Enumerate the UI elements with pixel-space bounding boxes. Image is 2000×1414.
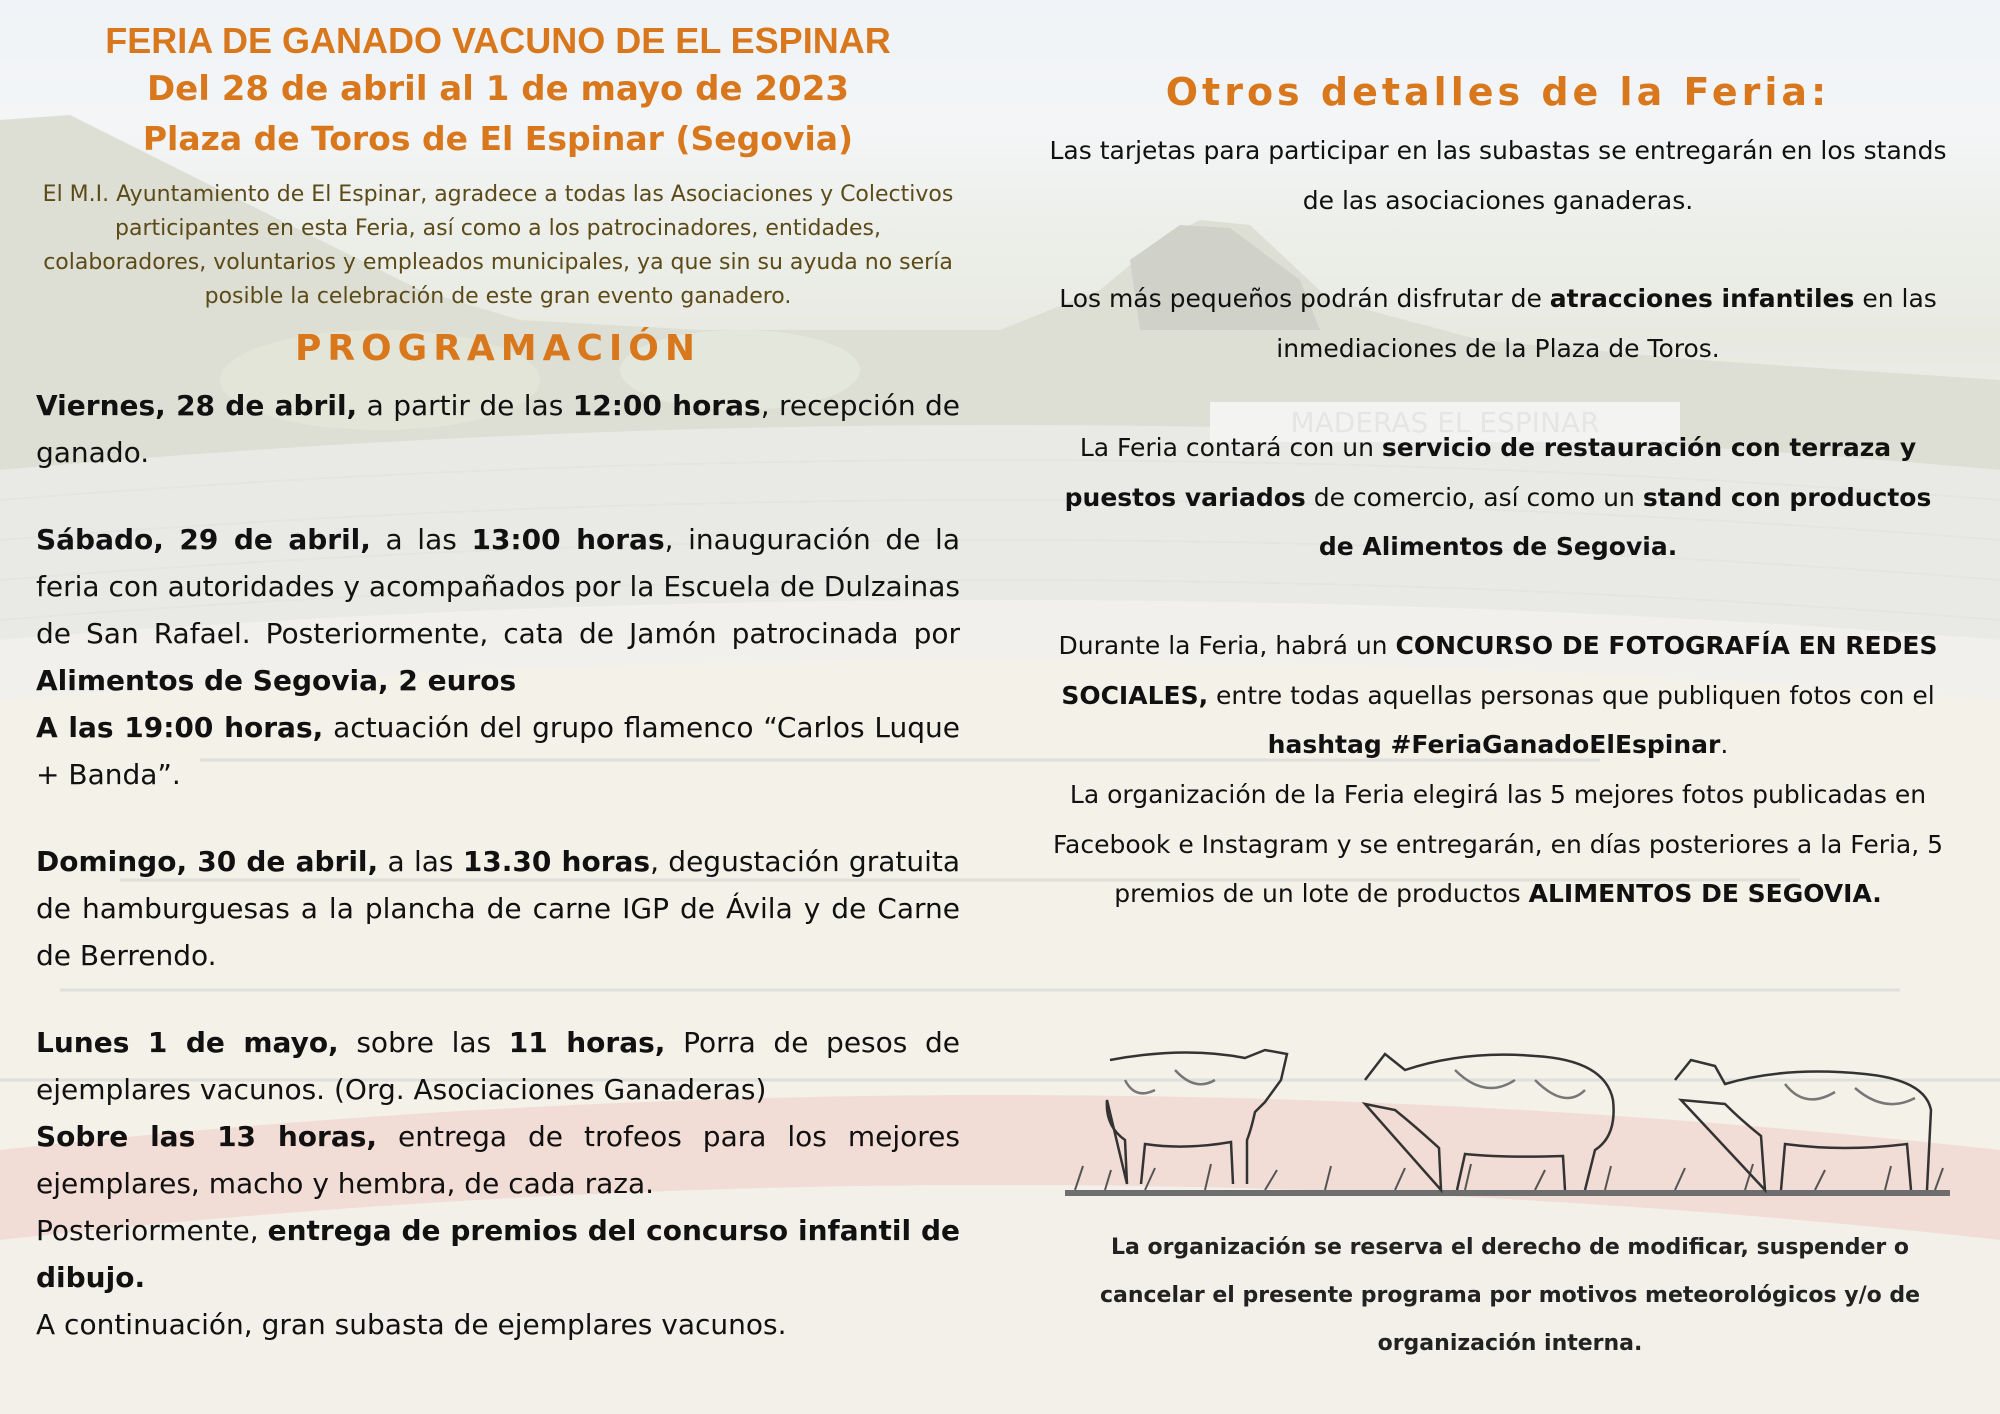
program-sunday bbox=[36, 838, 960, 979]
saturday-time-2: A las 19:00 horas, bbox=[36, 711, 324, 744]
left-column bbox=[36, 18, 960, 1348]
saturday-sponsor: Alimentos de Segovia, 2 euros bbox=[36, 664, 517, 697]
sunday-time: 13.30 horas bbox=[462, 845, 651, 878]
monday-time: 11 horas, bbox=[508, 1026, 666, 1059]
otros-title: Otros detalles de la Feria: bbox=[1165, 70, 1831, 114]
cow-illustration-2 bbox=[1365, 1054, 1614, 1190]
event-title: FERIA DE GANADO VACUNO DE EL ESPINAR bbox=[105, 20, 891, 61]
program-monday bbox=[36, 1019, 960, 1113]
monday-prize: entrega de premios del concurso infantil de dibujo. bbox=[36, 1214, 960, 1294]
restaurant-service: servicio de restauración con terraza y puestos variados bbox=[1064, 432, 1917, 512]
monday-text-1: sobre las bbox=[338, 1026, 509, 1059]
sunday-text-1: a las bbox=[378, 845, 463, 878]
prizes-text: La organización de la Feria elegirá las 5 mejores fotos publicadas en Facebook e Instagram y se entregarán, en días posteriores a la Feria, 5 premios de un lote de productos bbox=[1052, 780, 1944, 909]
prizes-brand: ALIMENTOS DE SEGOVIA. bbox=[1528, 879, 1882, 909]
restaurant-text-2: de comercio, así como un bbox=[1305, 482, 1643, 512]
kids-text-1: Los más pequeños podrán disfrutar de bbox=[1059, 284, 1550, 314]
event-dates: Del 28 de abril al 1 de mayo de 2023 bbox=[146, 69, 850, 109]
thanks-paragraph: El M.I. Ayuntamiento de El Espinar, agradece a todas las Asociaciones y Colectivos participantes en esta Feria, así como a los patrocinadores, entidades, colaboradores, voluntarios y empleados municipales, ya que sin su ayuda no sería posible la celebración de este gran evento ganadero. bbox=[42, 182, 954, 309]
friday-text-2: , recepción de ganado. bbox=[36, 389, 961, 469]
monday-text-3: entrega de trofeos para los mejores ejemplares, macho y hembra, de cada raza. bbox=[36, 1120, 960, 1200]
sunday-day: Domingo, 30 de abril, bbox=[36, 845, 379, 878]
contest-text-1: Durante la Feria, habrá un bbox=[1058, 630, 1396, 660]
monday-text-5: A continuación, gran subasta de ejemplares vacunos. bbox=[36, 1308, 787, 1341]
program-list bbox=[36, 382, 960, 1348]
sunday-text-2: , degustación gratuita de hamburguesas a la plancha de carne IGP de Ávila y de Carne de Berrendo. bbox=[36, 845, 961, 972]
program-monday-trophies bbox=[36, 1113, 960, 1207]
contest-name: CONCURSO DE FOTOGRAFÍA EN REDES SOCIALES, bbox=[1061, 630, 1938, 710]
right-column bbox=[1048, 64, 1948, 919]
cows-illustration bbox=[1065, 1040, 1950, 1200]
contest-hashtag: hashtag #FeriaGanadoElEspinar bbox=[1267, 730, 1721, 760]
friday-time: 12:00 horas bbox=[572, 389, 761, 422]
photo-contest-paragraph bbox=[1048, 621, 1948, 770]
auction-cards-paragraph: Las tarjetas para participar en las subastas se entregarán en los stands de las asociaciones ganaderas. bbox=[1049, 136, 1947, 215]
friday-day: Viernes, 28 de abril, bbox=[36, 389, 358, 422]
saturday-text-2: , inauguración de la feria con autoridades y acompañados por la Escuela de Dulzainas de San Rafael. Posteriormente, cata de Jamón patrocinada por bbox=[36, 523, 960, 650]
restaurant-text-1: La Feria contará con un bbox=[1079, 432, 1382, 462]
program-monday-auction bbox=[36, 1301, 960, 1348]
contest-text-3: . bbox=[1720, 730, 1729, 760]
event-venue: Plaza de Toros de El Espinar (Segovia) bbox=[142, 119, 854, 158]
restaurant-paragraph bbox=[1048, 423, 1948, 572]
cow-illustration-3 bbox=[1675, 1060, 1931, 1190]
saturday-time: 13:00 horas bbox=[471, 523, 665, 556]
monday-text-2: Porra de pesos de ejemplares vacunos. (Org. Asociaciones Ganaderas) bbox=[36, 1026, 961, 1106]
monday-time-2: Sobre las 13 horas, bbox=[36, 1120, 378, 1153]
program-friday bbox=[36, 382, 960, 476]
program-saturday-evening bbox=[36, 704, 960, 798]
contest-text-2: entre todas aquellas personas que publiquen fotos con el bbox=[1208, 680, 1935, 710]
kids-text-2: en las inmediaciones de la Plaza de Toros. bbox=[1276, 284, 1937, 364]
disclaimer-paragraph: La organización se reserva el derecho de modificar, suspender o cancelar el presente programa por motivos meteorológicos y/o de organización interna. bbox=[1099, 1235, 1921, 1356]
monday-text-4: Posteriormente, bbox=[36, 1214, 268, 1247]
kids-paragraph bbox=[1048, 274, 1948, 373]
program-saturday bbox=[36, 516, 960, 704]
cow-illustration-1 bbox=[1107, 1050, 1287, 1184]
restaurant-stand: stand con productos de Alimentos de Segovia. bbox=[1318, 482, 1932, 562]
saturday-text-1: a las bbox=[370, 523, 472, 556]
kids-attractions: atracciones infantiles bbox=[1549, 284, 1855, 314]
prizes-paragraph bbox=[1048, 770, 1948, 919]
monday-day: Lunes 1 de mayo, bbox=[36, 1026, 339, 1059]
program-monday-prizes bbox=[36, 1207, 960, 1301]
programacion-title: PROGRAMACIÓN bbox=[294, 328, 702, 369]
saturday-day: Sábado, 29 de abril, bbox=[36, 523, 371, 556]
saturday-text-3: actuación del grupo flamenco “Carlos Luque + Banda”. bbox=[36, 711, 960, 791]
friday-text-1: a partir de las bbox=[357, 389, 573, 422]
